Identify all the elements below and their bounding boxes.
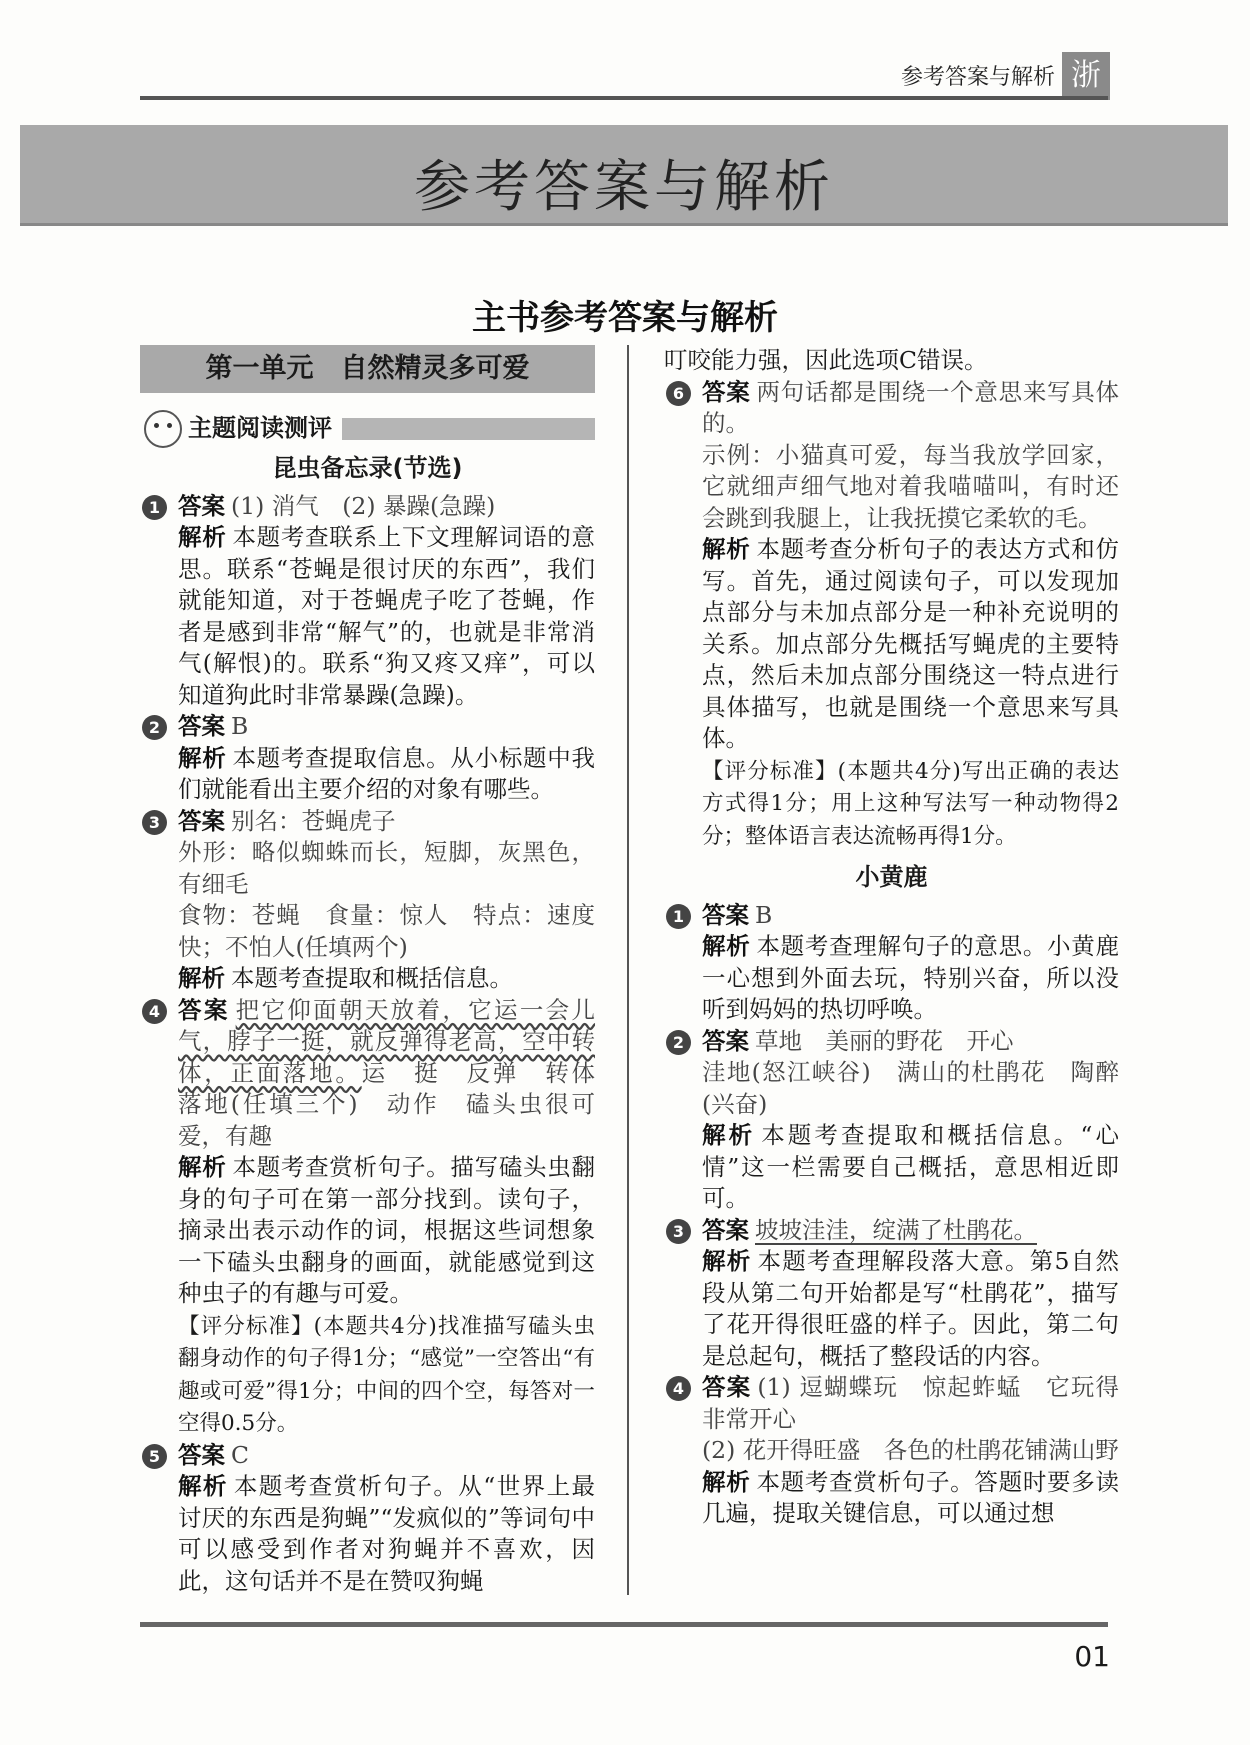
answer-text: 洼地(怒江峡谷) 满山的杜鹃花 陶醉(兴奋) — [702, 1058, 1119, 1118]
story-title: 昆虫备忘录(节选) — [272, 454, 463, 482]
footer-rule — [140, 1622, 1108, 1627]
answer-text: (1) 消气 (2) 暴躁(急躁) — [231, 491, 496, 520]
unit-title: 第一单元 自然精灵多可爱 — [140, 345, 595, 393]
continued-text: 叮咬能力强，因此选项C错误。 — [664, 346, 988, 374]
analysis-text: 本题考查赏析句子。答题时要多读几遍，提取关键信息，可以通过想 — [702, 1467, 1119, 1527]
analysis-label: 解析 — [702, 535, 751, 563]
section-bar — [342, 418, 595, 440]
question-number: 1 — [142, 495, 167, 520]
section-header — [140, 409, 595, 449]
answer-text: (1) 逗蝴蝶玩 惊起蚱蜢 它玩得非常开心 — [702, 1373, 1120, 1433]
question-number: 5 — [142, 1444, 167, 1469]
answer-text: 外形：略似蜘蛛而长，短脚，灰黑色，有细毛 — [178, 838, 595, 898]
marked-sentence: 把它仰面朝天放着，它运一会儿气，脖子一挺，就反弹得老高，空中转体，正面落地。 — [178, 995, 596, 1087]
title-banner — [20, 125, 1228, 226]
analysis-text: 本题考查分析句子的表达方式和仿写。首先，通过阅读句子，可以发现加点部分与未加点部分是一种补充说明的关系。加点部分先概括写蝇虎的主要特点，然后未加点部分围绕这一特点进行具体描写，也就是围绕一个意思来写具体。 — [702, 535, 1119, 752]
analysis-label: 解析 — [702, 1247, 752, 1275]
analysis-label: 解析 — [702, 932, 751, 960]
answer-text: B — [755, 900, 773, 929]
answer-item-3 — [140, 806, 595, 995]
answer-text: 食物：苍蝇 食量：惊人 特点：速度快；不怕人(任填两个) — [178, 901, 595, 961]
answer-label: 答案 — [178, 806, 225, 835]
answer-text: 草地 美丽的野花 开心 — [755, 1026, 1014, 1055]
answer-text: (2) 花开得旺盛 各色的杜鹃花铺满山野 — [702, 1436, 1119, 1464]
question-number: 2 — [666, 1030, 691, 1055]
analysis-text: 本题考查赏析句子。从“世界上最讨厌的东西是狗蝇”“发疯似的”等词句中可以感受到作者对狗蝇并不喜欢，因此，这句话并不是在赞叹狗蝇 — [178, 1472, 595, 1595]
analysis-label: 解析 — [178, 743, 227, 772]
region-tag: 浙 — [1062, 52, 1110, 100]
answer-item-2 — [664, 1026, 1119, 1215]
answer-item-1 — [664, 900, 1119, 1026]
analysis-label: 解析 — [702, 1121, 756, 1149]
analysis-text: 本题考查提取信息。从小标题中我们就能看出主要介绍的对象有哪些。 — [178, 743, 595, 803]
answer-text: 两句话都是围绕一个意思来写具体的。 — [702, 377, 1119, 437]
analysis-label: 解析 — [178, 1153, 227, 1181]
answer-label: 答案 — [178, 1440, 225, 1469]
running-header: 参考答案与解析 — [900, 65, 1055, 90]
page-title: 主书参考答案与解析 — [472, 298, 778, 338]
analysis-label: 解析 — [178, 1472, 228, 1500]
analysis-text: 本题考查联系上下文理解词语的意思。联系“苍蝇是很讨厌的东西”，我们就能知道，对于苍蝇虎子吃了苍蝇，作者是感到非常“解气”的，也就是非常消气(解恨)的。联系“狗又疼又痒”，可以知道狗此时非常暴躁(急躁)。 — [178, 523, 595, 709]
question-number: 3 — [142, 810, 167, 835]
analysis-text: 本题考查提取和概括信息。“心情”这一栏需要自己概括，意思相近即可。 — [702, 1121, 1120, 1212]
answer-text: B — [231, 712, 249, 740]
section-label: 主题阅读测评 — [188, 414, 332, 443]
answer-label: 答案 — [178, 712, 225, 740]
banner-title: 参考答案与解析 — [414, 155, 834, 220]
answer-text: C — [231, 1440, 249, 1469]
answer-text: 运 挺 反弹 转体 落地(任填三个) 动作 磕头虫很可爱，有趣 — [178, 1058, 619, 1150]
story-title: 小黄鹿 — [855, 863, 928, 891]
analysis-text: 本题考查赏析句子。描写磕头虫翻身的句子可在第一部分找到。读句子，摘录出表示动作的词，根据这些词想象一下磕头虫翻身的画面，就能感觉到这种虫子的有趣与可爱。 — [178, 1153, 595, 1307]
answer-item-6 — [664, 377, 1119, 853]
answer-item-3 — [664, 1215, 1119, 1373]
answer-label: 答案 — [178, 995, 230, 1024]
answer-item-4 — [140, 995, 619, 1440]
answer-label: 答案 — [702, 1026, 749, 1055]
answer-text: 坡坡洼洼，绽满了杜鹃花。 — [755, 1215, 1037, 1244]
page-number: 01 — [1074, 1640, 1110, 1673]
question-number: 1 — [666, 904, 691, 929]
answer-label: 答案 — [702, 900, 749, 929]
analysis-label: 解析 — [178, 523, 227, 551]
analysis-label: 解析 — [178, 964, 225, 992]
answer-label: 答案 — [702, 377, 751, 406]
answer-label: 答案 — [702, 1215, 749, 1244]
reader-face-icon — [144, 410, 182, 448]
left-column — [140, 345, 619, 1597]
answer-item-4 — [664, 1372, 1119, 1530]
analysis-label: 解析 — [702, 1467, 751, 1496]
analysis-text: 本题考查提取和概括信息。 — [231, 964, 513, 992]
question-number: 4 — [142, 999, 167, 1024]
scoring-rubric: 【评分标准】(本题共4分)找准描写磕头虫翻身动作的句子得1分；“感觉”一空答出“有趣或可爱”得1分；中间的四个空，每答对一空得0.5分。 — [178, 1313, 595, 1436]
question-number: 3 — [666, 1219, 691, 1244]
answer-item-2 — [140, 711, 595, 806]
header-rule — [140, 96, 1108, 100]
analysis-text: 本题考查理解段落大意。第5自然段从第二句开始都是写“杜鹃花”，描写了花开得很旺盛的样子。因此，第二句是总起句，概括了整段话的内容。 — [702, 1247, 1120, 1370]
answer-item-5 — [140, 1440, 595, 1598]
answer-label: 答案 — [702, 1373, 752, 1401]
answer-label: 答案 — [178, 491, 225, 520]
answer-item-1 — [140, 491, 595, 712]
answer-text: 别名：苍蝇虎子 — [231, 806, 396, 835]
analysis-text: 本题考查理解句子的意思。小黄鹿一心想到外面去玩，特别兴奋，所以没听到妈妈的热切呼唤。 — [702, 932, 1119, 1023]
right-column — [664, 345, 1119, 1530]
question-number: 6 — [666, 381, 691, 406]
scoring-rubric: 【评分标准】(本题共4分)写出正确的表达方式得1分；用上这种写法写一种动物得2分；整体语言表达流畅再得1分。 — [702, 758, 1119, 849]
column-divider — [627, 345, 629, 1595]
example-text: 示例：小猫真可爱，每当我放学回家，它就细声细气地对着我喵喵叫，有时还会跳到我腿上，让我抚摸它柔软的毛。 — [702, 440, 1119, 532]
question-number: 4 — [666, 1376, 691, 1401]
question-number: 2 — [142, 715, 167, 740]
